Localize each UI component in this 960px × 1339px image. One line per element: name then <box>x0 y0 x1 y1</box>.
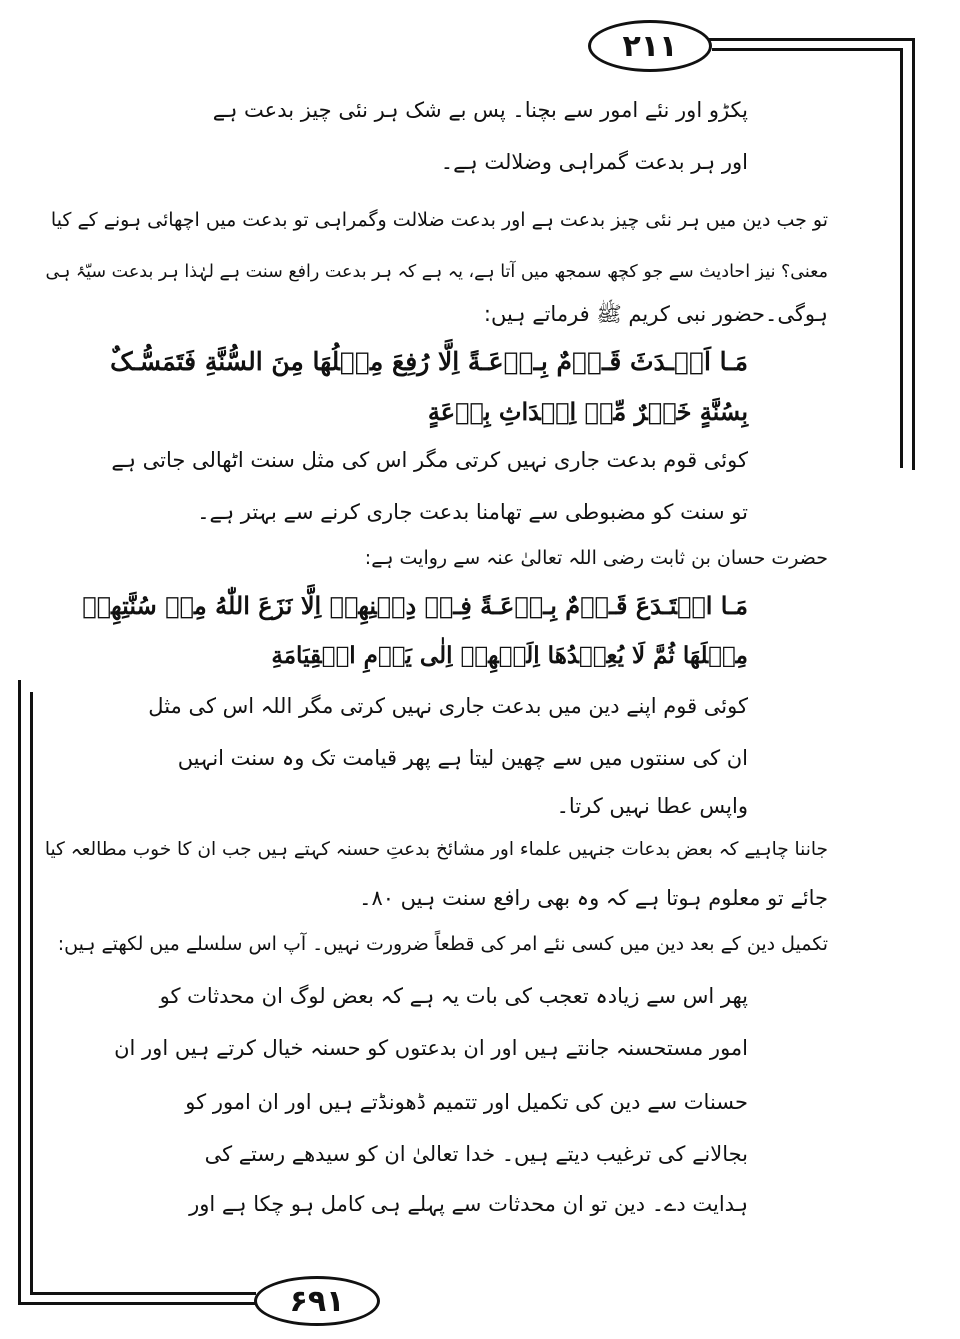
text-line: پکڑو اور نئے امور سے بچنا۔ پس بے شک ہر نئی چیز بدعت ہے <box>212 98 748 122</box>
page-number-bottom-text: ۶۹۱ <box>289 1283 345 1319</box>
text-line: کوئی قوم بدعت جاری نہیں کرتی مگر اس کی مثل سنت اٹھالی جاتی ہے <box>111 448 748 472</box>
text-line: جاننا چاہیے کہ بعض بدعات جنہیں علماء اور مشائخ بدعتِ حسنہ کہتے ہیں جب ان کا خوب مطالعہ کیا <box>44 839 828 860</box>
text-line: بجالانے کی ترغیب دیتے ہیں۔ خدا تعالیٰ ان کو سیدھے رستے کی <box>204 1142 748 1166</box>
arabic-hadith-line: مِثۡلَهَا ثُمَّ لَا يُعِيۡدُهَا اِلَيۡهِمۡ اِلٰى يَوۡمِ الۡقِيَامَةِ <box>271 642 748 669</box>
text-line: ہدایت دے۔ دین تو ان محدثات سے پہلے ہی کامل ہو چکا ہے اور <box>189 1192 748 1216</box>
text-line: پھر اس سے زیادہ تعجب کی بات یہ ہے کہ بعض لوگ ان محدثات کو <box>159 984 748 1008</box>
text-line: ان کی سنتوں میں سے چھین لیتا ہے پھر قیامت تک وہ سنت انہیں <box>177 746 748 770</box>
text-line: ہوگی۔حضور نبی کریم ﷺ فرماتے ہیں: <box>483 302 828 326</box>
text-line: تو جب دین میں ہر نئی چیز بدعت ہے اور بدعت ضلالت وگمراہی تو بدعت میں اچھائی ہونے کے کیا <box>50 209 828 231</box>
text-line: اور ہر بدعت گمراہی وضلالت ہے۔ <box>440 150 748 174</box>
arabic-hadith-line: مَـا اَحۡـدَثَ قَـوۡمٌ بِـدۡعَـةً اِلَّا رُفِعَ مِثۡلُهَا مِنَ السُّنَّةِ فَتَمَسُّـکٌ <box>110 347 748 376</box>
arabic-hadith-line: مَـا ابۡتَـدَعَ قَـوۡمٌ بِـدۡعَـةً فِـيۡ دِيۡنِهِمۡ اِلَّا نَزَعَ اللّٰهُ مِنۡ سُنَّتِهِمۡ <box>82 591 748 620</box>
page-number-top-text: ۲۱۱ <box>622 28 678 64</box>
text-line: حسنات سے دین کی تکمیل اور تتمیم ڈھونڈتے ہیں اور ان امور کو <box>185 1090 748 1114</box>
text-line: کوئی قوم اپنے دین میں بدعت جاری نہیں کرتی مگر اللہ اس کی مثل <box>148 694 748 718</box>
text-line: امور مستحسنہ جانتے ہیں اور ان بدعتوں کو حسنہ خیال کرتے ہیں اور ان <box>114 1036 748 1060</box>
text-line: تکمیل دین کے بعد دین میں کسی نئے امر کی قطعاً ضرورت نہیں۔ آپ اس سلسلے میں لکھتے ہیں: <box>57 933 828 955</box>
text-line: حضرت حسان بن ثابت رضی اللہ تعالیٰ عنہ سے روایت ہے: <box>364 547 828 569</box>
text-line: تو سنت کو مضبوطی سے تھامنا بدعت جاری کرنے سے بہتر ہے۔ <box>197 500 748 524</box>
text-line: واپس عطا نہیں کرتا۔ <box>556 794 748 818</box>
text-line: معنی؟ نیز احادیث سے جو کچھ سمجھ میں آتا ہے، یہ ہے کہ ہر بدعت رافع سنت ہے لہٰذا ہر بدعت سیّۂ ہی <box>45 262 828 282</box>
text-line: جائے تو معلوم ہوتا ہے کہ وہ بھی رافع سنت ہیں ۸۰۔ <box>359 886 828 910</box>
arabic-hadith-line: بِسُنَّةٍ خَيۡرٌ مِّنۡ اِحۡدَاثِ بِدۡعَةٍ <box>427 397 748 426</box>
